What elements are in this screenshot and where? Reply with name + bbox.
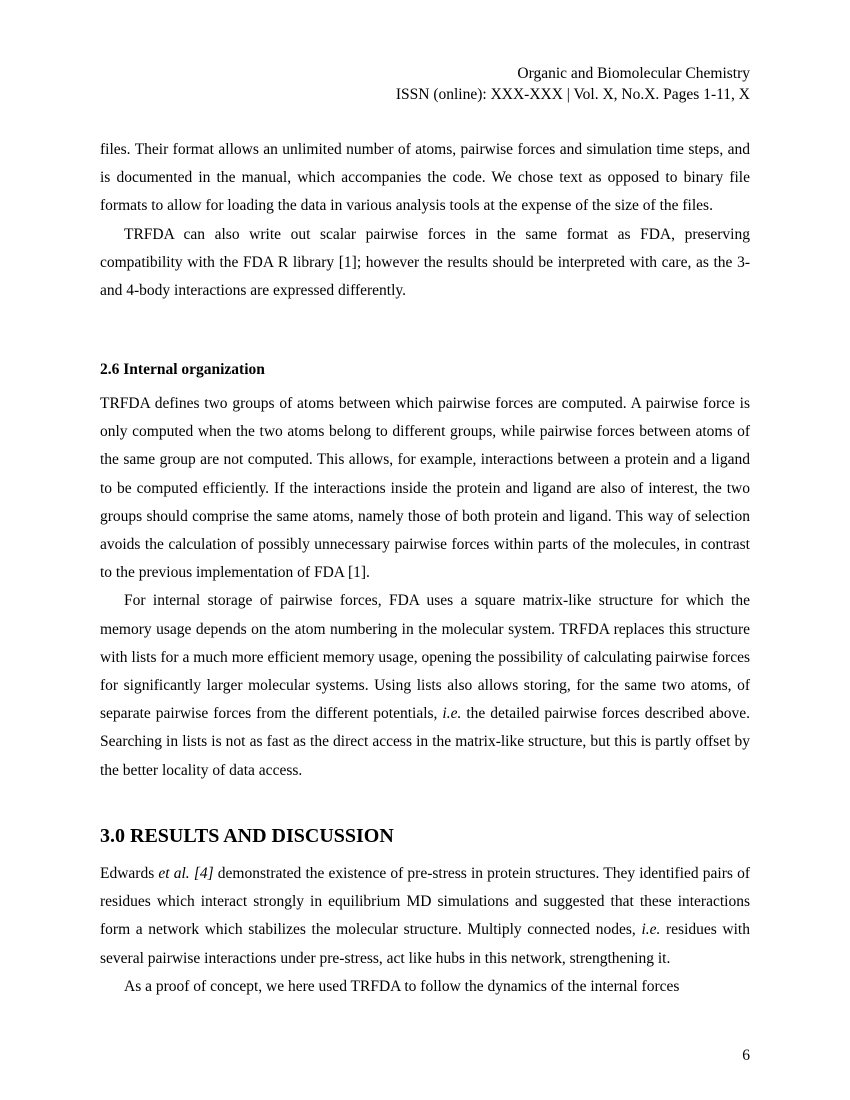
section-3-0 <box>100 822 750 850</box>
issn-line: ISSN (online): XXX-XXX | Vol. X, No.X. Pages 1-11, X <box>395 86 750 103</box>
paragraph: files. Their format allows an unlimited number of atoms, pairwise forces and simulation time steps, and is documented in the manual, which accompanies the code. We chose text as opposed to binary file formats to allow for loading the data in various analysis tools at the expense of the size of the files. <box>100 141 750 215</box>
paragraph: TRFDA can also write out scalar pairwise forces in the same format as FDA, preserving compatibility with the FDA R library [1]; however the results should be interpreted with care, as the 3- and 4-body interactions are expressed differently. <box>100 225 750 300</box>
section-2-6 <box>100 356 750 384</box>
paragraph <box>100 860 750 973</box>
text-run: the detailed pairwise forces described above. Searching in lists is not as fast as the direct access in the matrix-like structure, but this is partly offset by the better locality of data access. <box>100 705 750 779</box>
journal-name: Organic and Biomolecular Chemistry <box>517 65 750 82</box>
italic-text: i.e. <box>442 705 462 723</box>
page-number: 6 <box>742 1047 750 1064</box>
paragraph: TRFDA defines two groups of atoms between which pairwise forces are computed. A pairwise force is only computed when the two atoms belong to different groups, while pairwise forces between atoms of the same group are not computed. This allows, for example, interactions between a protein and a ligand to be computed efficiently. If the interactions inside the protein and ligand are also of interest, the two groups should comprise the same atoms, namely those of both protein and ligand. This way of selection avoids the calculation of possibly unnecessary pairwise forces within parts of the molecules, in contrast to the previous implementation of FDA [1]. <box>100 395 750 582</box>
text-run: demonstrated the existence of pre-stress in protein structures. They identified pairs of residues which interact strongly in equilibrium MD simulations and suggested that these interactions form a network which stabilizes the molecular structure. Multiply connected nodes, <box>100 865 750 939</box>
text-run: Edwards <box>100 865 159 882</box>
section-heading: 2.6 Internal organization <box>100 361 265 378</box>
text-run: For internal storage of pairwise forces, FDA uses a square matrix-like structure for which the memory usage depends on the atom numbering in the molecular system. TRFDA replaces this structure with lists for a much more efficient memory usage, opening the possibility of calculating pairwise forces for significantly larger molecular systems. Using lists also allows storing, for the same two atoms, of separate pairwise forces from the different potentials, <box>100 592 750 723</box>
paragraph <box>100 587 750 784</box>
continued-text-block <box>100 136 750 305</box>
section-3-0-body <box>100 860 750 1001</box>
italic-text: et al. [4] <box>158 865 214 882</box>
text-run: residues with several pairwise interactions under pre-stress, act like hubs in this network, strengthening it. <box>100 921 750 967</box>
paragraph: As a proof of concept, we here used TRFDA to follow the dynamics of the internal forces <box>124 977 680 995</box>
section-heading: 3.0 RESULTS AND DISCUSSION <box>100 825 394 847</box>
italic-text: i.e. <box>641 921 661 939</box>
section-2-6-body <box>100 390 750 785</box>
running-header <box>396 63 750 105</box>
